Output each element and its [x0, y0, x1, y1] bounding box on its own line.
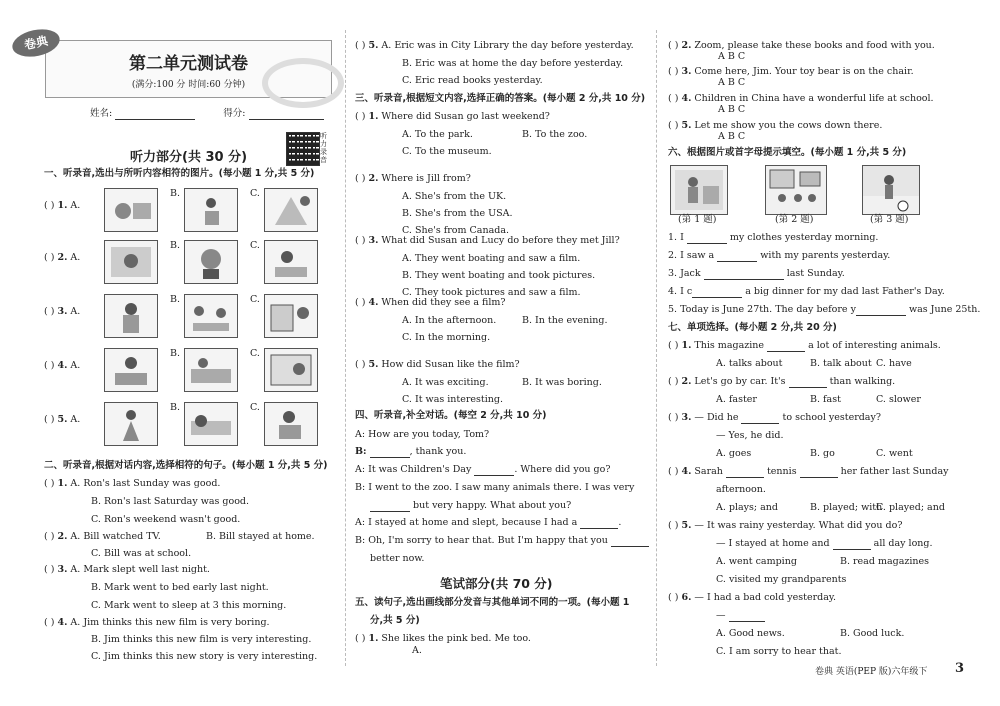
s2-q2-b: B. Bill stayed at home.	[206, 531, 315, 542]
s1-q5-picture-b[interactable]	[184, 402, 238, 446]
s5-q5-letters: A B C	[718, 131, 746, 142]
s1-q4-picture-c[interactable]	[264, 348, 318, 392]
s7-q4-blank1[interactable]	[726, 467, 764, 478]
s3-q2-c: C. She's from Canada.	[402, 225, 510, 236]
section6-title: 六、根据图片或首字母提示填空。(每小题 1 分,共 5 分)	[668, 147, 907, 158]
s4-line2: B: , thank you.	[355, 446, 467, 457]
s2-q3: ( ) 3. A. Mark slept well last night.	[44, 564, 210, 575]
s3-q5-b: B. It was boring.	[522, 377, 602, 388]
s7-q1-b: B. talk about	[810, 358, 872, 369]
page-number: 3	[955, 661, 965, 676]
s5-q1: ( ) 1. She likes the pink bed. Me too.	[355, 633, 531, 644]
s1-q3-picture-a[interactable]	[104, 294, 158, 338]
s7-q2: ( ) 2. Let's go by car. It's than walking.	[668, 376, 896, 387]
s2-q3-c: C. Mark went to sleep at 3 this morning.	[91, 600, 287, 611]
page-subtitle: (满分:100 分 时间:60 分钟)	[131, 80, 246, 90]
s7-q3-b: B. go	[810, 448, 835, 459]
s1-q1: ( ) 1. A.	[44, 200, 81, 211]
s7-q5-b: B. read magazines	[840, 556, 930, 567]
s2-q5-c: C. Eric read books yesterday.	[402, 75, 543, 86]
s5-q5: ( ) 5. Let me show you the cows down there.	[668, 120, 883, 131]
s1-q3-opt-label: C.	[250, 294, 260, 305]
s5-q1-letters: A.	[412, 645, 422, 656]
s6-blank-5[interactable]	[856, 305, 906, 316]
s1-q1-picture-c[interactable]	[264, 188, 318, 232]
s7-q6-line2: —	[716, 610, 765, 622]
s7-q6-blank[interactable]	[729, 611, 765, 622]
s6-l1: 1. I my clothes yesterday morning.	[668, 232, 879, 243]
blank-5[interactable]	[611, 536, 649, 547]
s3-q4-c: C. In the morning.	[402, 332, 491, 343]
s7-q3: ( ) 3. — Did he to school yesterday?	[668, 412, 881, 423]
name-field[interactable]: 姓名: 得分:	[90, 108, 324, 120]
caption-q3: (第 3 题)	[870, 214, 909, 225]
s2-q4-b: B. Jim thinks this new film is very interesting.	[91, 634, 312, 645]
s1-q4-picture-b[interactable]	[184, 348, 238, 392]
decorative-swirl-icon	[262, 58, 344, 108]
s4-line4: B: I went to the zoo. I saw many animals there. I was very	[355, 482, 635, 493]
s7-q5-blank[interactable]	[833, 539, 871, 550]
blank-1[interactable]	[370, 447, 410, 458]
s7-q3-a: A. goes	[716, 448, 752, 459]
s7-q3-blank[interactable]	[741, 413, 779, 424]
s1-q5-picture-a[interactable]	[104, 402, 158, 446]
s7-q3-answer: — Yes, he did.	[716, 430, 784, 441]
s1-q1-opt-label: B.	[170, 188, 181, 199]
section3-title: 三、听录音,根据短文内容,选择正确的答案。(每小题 2 分,共 10 分)	[355, 93, 646, 104]
s7-q4-b: B. played; with	[810, 502, 883, 513]
s7-q4: ( ) 4. Sarah tennis her father last Sunday	[668, 466, 949, 477]
s7-q6: ( ) 6. — I had a bad cold yesterday.	[668, 592, 837, 603]
s1-q2-picture-b[interactable]	[184, 240, 238, 284]
s3-q1-c: C. To the museum.	[402, 146, 492, 157]
s3-q3: ( ) 3. What did Susan and Lucy do before they met Jill?	[355, 235, 620, 246]
s2-q5-b: B. Eric was at home the day before yesterday.	[402, 58, 624, 69]
s3-q2-b: B. She's from the USA.	[402, 208, 513, 219]
writing-heading: 笔试部分(共 70 分)	[440, 576, 553, 591]
s7-q6-b: B. Good luck.	[840, 628, 905, 639]
caption-q1: (第 1 题)	[678, 214, 717, 225]
s6-l2: 2. I saw a with my parents yesterday.	[668, 250, 891, 261]
blank-2[interactable]	[474, 465, 514, 476]
s7-q4-blank2[interactable]	[800, 467, 838, 478]
section5-title-1: 五、读句子,选出画线部分发音与其他单词不同的一项。(每小题 1	[355, 597, 630, 608]
s2-q4: ( ) 4. A. Jim thinks this new film is very boring.	[44, 617, 270, 628]
column-divider	[345, 30, 346, 666]
s7-q5: ( ) 5. — It was rainy yesterday. What did you do?	[668, 520, 903, 531]
s3-q1-b: B. To the zoo.	[522, 129, 588, 140]
s4-line8: better now.	[370, 553, 425, 564]
s3-q1-a: A. To the park.	[402, 129, 473, 140]
s1-q3-picture-c[interactable]	[264, 294, 318, 338]
s1-q1-opt-label: C.	[250, 188, 260, 199]
s2-q1: ( ) 1. A. Ron's last Sunday was good.	[44, 478, 221, 489]
s7-q4-a: A. plays; and	[716, 502, 779, 513]
s4-line1: A: How are you today, Tom?	[355, 429, 490, 440]
blank-3[interactable]	[370, 501, 410, 512]
s7-q1-blank[interactable]	[767, 341, 805, 352]
s3-q4-a: A. In the afternoon.	[402, 315, 497, 326]
s2-q1-b: B. Ron's last Saturday was good.	[91, 496, 250, 507]
s1-q5-opt-label: B.	[170, 402, 181, 413]
s7-q5-c: C. visited my grandparents	[716, 574, 847, 585]
s2-q1-c: C. Ron's weekend wasn't good.	[91, 514, 241, 525]
s1-q5: ( ) 5. A.	[44, 414, 81, 425]
s7-q1: ( ) 1. This magazine a lot of interesting animals.	[668, 340, 941, 351]
s1-q2-opt-label: B.	[170, 240, 181, 251]
s4-line6: A: I stayed at home and slept, because I had a .	[355, 517, 622, 528]
s4-line3: A: It was Children's Day . Where did you go?	[355, 464, 611, 475]
s6-l5: 5. Today is June 27th. The day before y was June 25th.	[668, 304, 981, 315]
picture-q2	[765, 165, 827, 215]
section2-title: 二、听录音,根据对话内容,选择相符的句子。(每小题 1 分,共 5 分)	[44, 460, 328, 471]
s1-q2-opt-label: C.	[250, 240, 260, 251]
picture-q1	[670, 165, 728, 215]
s5-q2-letters: A B C	[718, 51, 746, 62]
s2-q2: ( ) 2. A. Bill watched TV.	[44, 531, 161, 542]
s3-q5-c: C. It was interesting.	[402, 394, 503, 405]
s2-q5: ( ) 5. A. Eric was in City Library the day before yesterday.	[355, 40, 634, 51]
s3-q4: ( ) 4. When did they see a film?	[355, 297, 506, 308]
footer-text: 卷典 英语(PEP 版)六年级下	[815, 667, 928, 677]
s5-q3-letters: A B C	[718, 77, 746, 88]
s5-q4-letters: A B C	[718, 104, 746, 115]
s7-q1-c: C. have	[876, 358, 912, 369]
section7-title: 七、单项选择。(每小题 2 分,共 20 分)	[668, 322, 837, 333]
s1-q3-picture-b[interactable]	[184, 294, 238, 338]
s3-q5-a: A. It was exciting.	[402, 377, 489, 388]
s1-q5-picture-c[interactable]	[264, 402, 318, 446]
s1-q4-opt-label: B.	[170, 348, 181, 359]
s2-q4-c: C. Jim thinks this new story is very interesting.	[91, 651, 318, 662]
caption-q2: (第 2 题)	[775, 214, 814, 225]
s3-q3-a: A. They went boating and saw a film.	[402, 253, 581, 264]
s7-q5-line2: — I stayed at home and all day long.	[716, 538, 933, 549]
brand-logo: 卷典	[10, 25, 62, 60]
s7-q5-a: A. went camping	[716, 556, 797, 567]
s1-q4-opt-label: C.	[250, 348, 260, 359]
page-title: 第二单元测试卷	[129, 54, 248, 74]
s1-q3-opt-label: B.	[170, 294, 181, 305]
s4-line7: B: Oh, I'm sorry to hear that. But I'm happy that you	[355, 535, 649, 547]
s7-q4-c: C. played; and	[876, 502, 945, 513]
s1-q4-picture-a[interactable]	[104, 348, 158, 392]
s3-q1: ( ) 1. Where did Susan go last weekend?	[355, 111, 550, 122]
s1-q4: ( ) 4. A.	[44, 360, 81, 371]
s3-q2-a: A. She's from the UK.	[402, 191, 507, 202]
s7-q2-b: B. fast	[810, 394, 841, 405]
s3-q2: ( ) 2. Where is Jill from?	[355, 173, 471, 184]
s5-q3: ( ) 3. Come here, Jim. Your toy bear is on the chair.	[668, 66, 914, 77]
s3-q3-c: C. They took pictures and saw a film.	[402, 287, 581, 298]
s3-q3-b: B. They went boating and took pictures.	[402, 270, 596, 281]
s7-q2-blank[interactable]	[789, 377, 827, 388]
s1-q2-picture-a[interactable]	[104, 240, 158, 284]
s3-q4-b: B. In the evening.	[522, 315, 608, 326]
s6-blank-4[interactable]	[692, 287, 742, 298]
picture-q3	[862, 165, 920, 215]
s1-q1-picture-b[interactable]	[184, 188, 238, 232]
qr-label: 听力录音	[320, 132, 327, 164]
s7-q1-a: A. talks about	[716, 358, 783, 369]
section1-title: 一、听录音,选出与所听内容相符的图片。(每小题 1 分,共 5 分)	[44, 168, 315, 179]
s6-blank-2[interactable]	[717, 251, 757, 262]
s6-blank-1[interactable]	[687, 233, 727, 244]
s3-q5: ( ) 5. How did Susan like the film?	[355, 359, 520, 370]
section4-title: 四、听录音,补全对话。(每空 2 分,共 10 分)	[355, 410, 547, 421]
s7-q2-a: A. faster	[716, 394, 757, 405]
s7-q2-c: C. slower	[876, 394, 921, 405]
name-blank[interactable]	[115, 109, 195, 120]
s4-line5: but very happy. What about you?	[370, 500, 571, 512]
column-divider-2	[656, 30, 657, 666]
s6-l4: 4. I c a big dinner for my dad last Father's Day.	[668, 286, 945, 297]
s1-q1-picture-a[interactable]	[104, 188, 158, 232]
s7-q4-cont: afternoon.	[716, 484, 766, 495]
listening-heading: 听力部分(共 30 分)	[130, 150, 248, 165]
s6-blank-3[interactable]	[704, 269, 784, 280]
s1-q5-opt-label: C.	[250, 402, 260, 413]
s5-q2: ( ) 2. Zoom, please take these books and food with you.	[668, 40, 935, 51]
s7-q6-a: A. Good news.	[716, 628, 785, 639]
qr-code-icon[interactable]	[286, 132, 320, 166]
s7-q6-c: C. I am sorry to hear that.	[716, 646, 842, 657]
s1-q2: ( ) 2. A.	[44, 252, 81, 263]
s2-q2-c: C. Bill was at school.	[91, 548, 192, 559]
s2-q3-b: B. Mark went to bed early last night.	[91, 582, 269, 593]
blank-4[interactable]	[580, 518, 618, 529]
s5-q4: ( ) 4. Children in China have a wonderful life at school.	[668, 93, 934, 104]
section5-title-2: 分,共 5 分)	[370, 615, 420, 626]
s6-l3: 3. Jack last Sunday.	[668, 268, 845, 279]
score-blank[interactable]	[249, 109, 324, 120]
s1-q2-picture-c[interactable]	[264, 240, 318, 284]
s1-q3: ( ) 3. A.	[44, 306, 81, 317]
s7-q3-c: C. went	[876, 448, 913, 459]
